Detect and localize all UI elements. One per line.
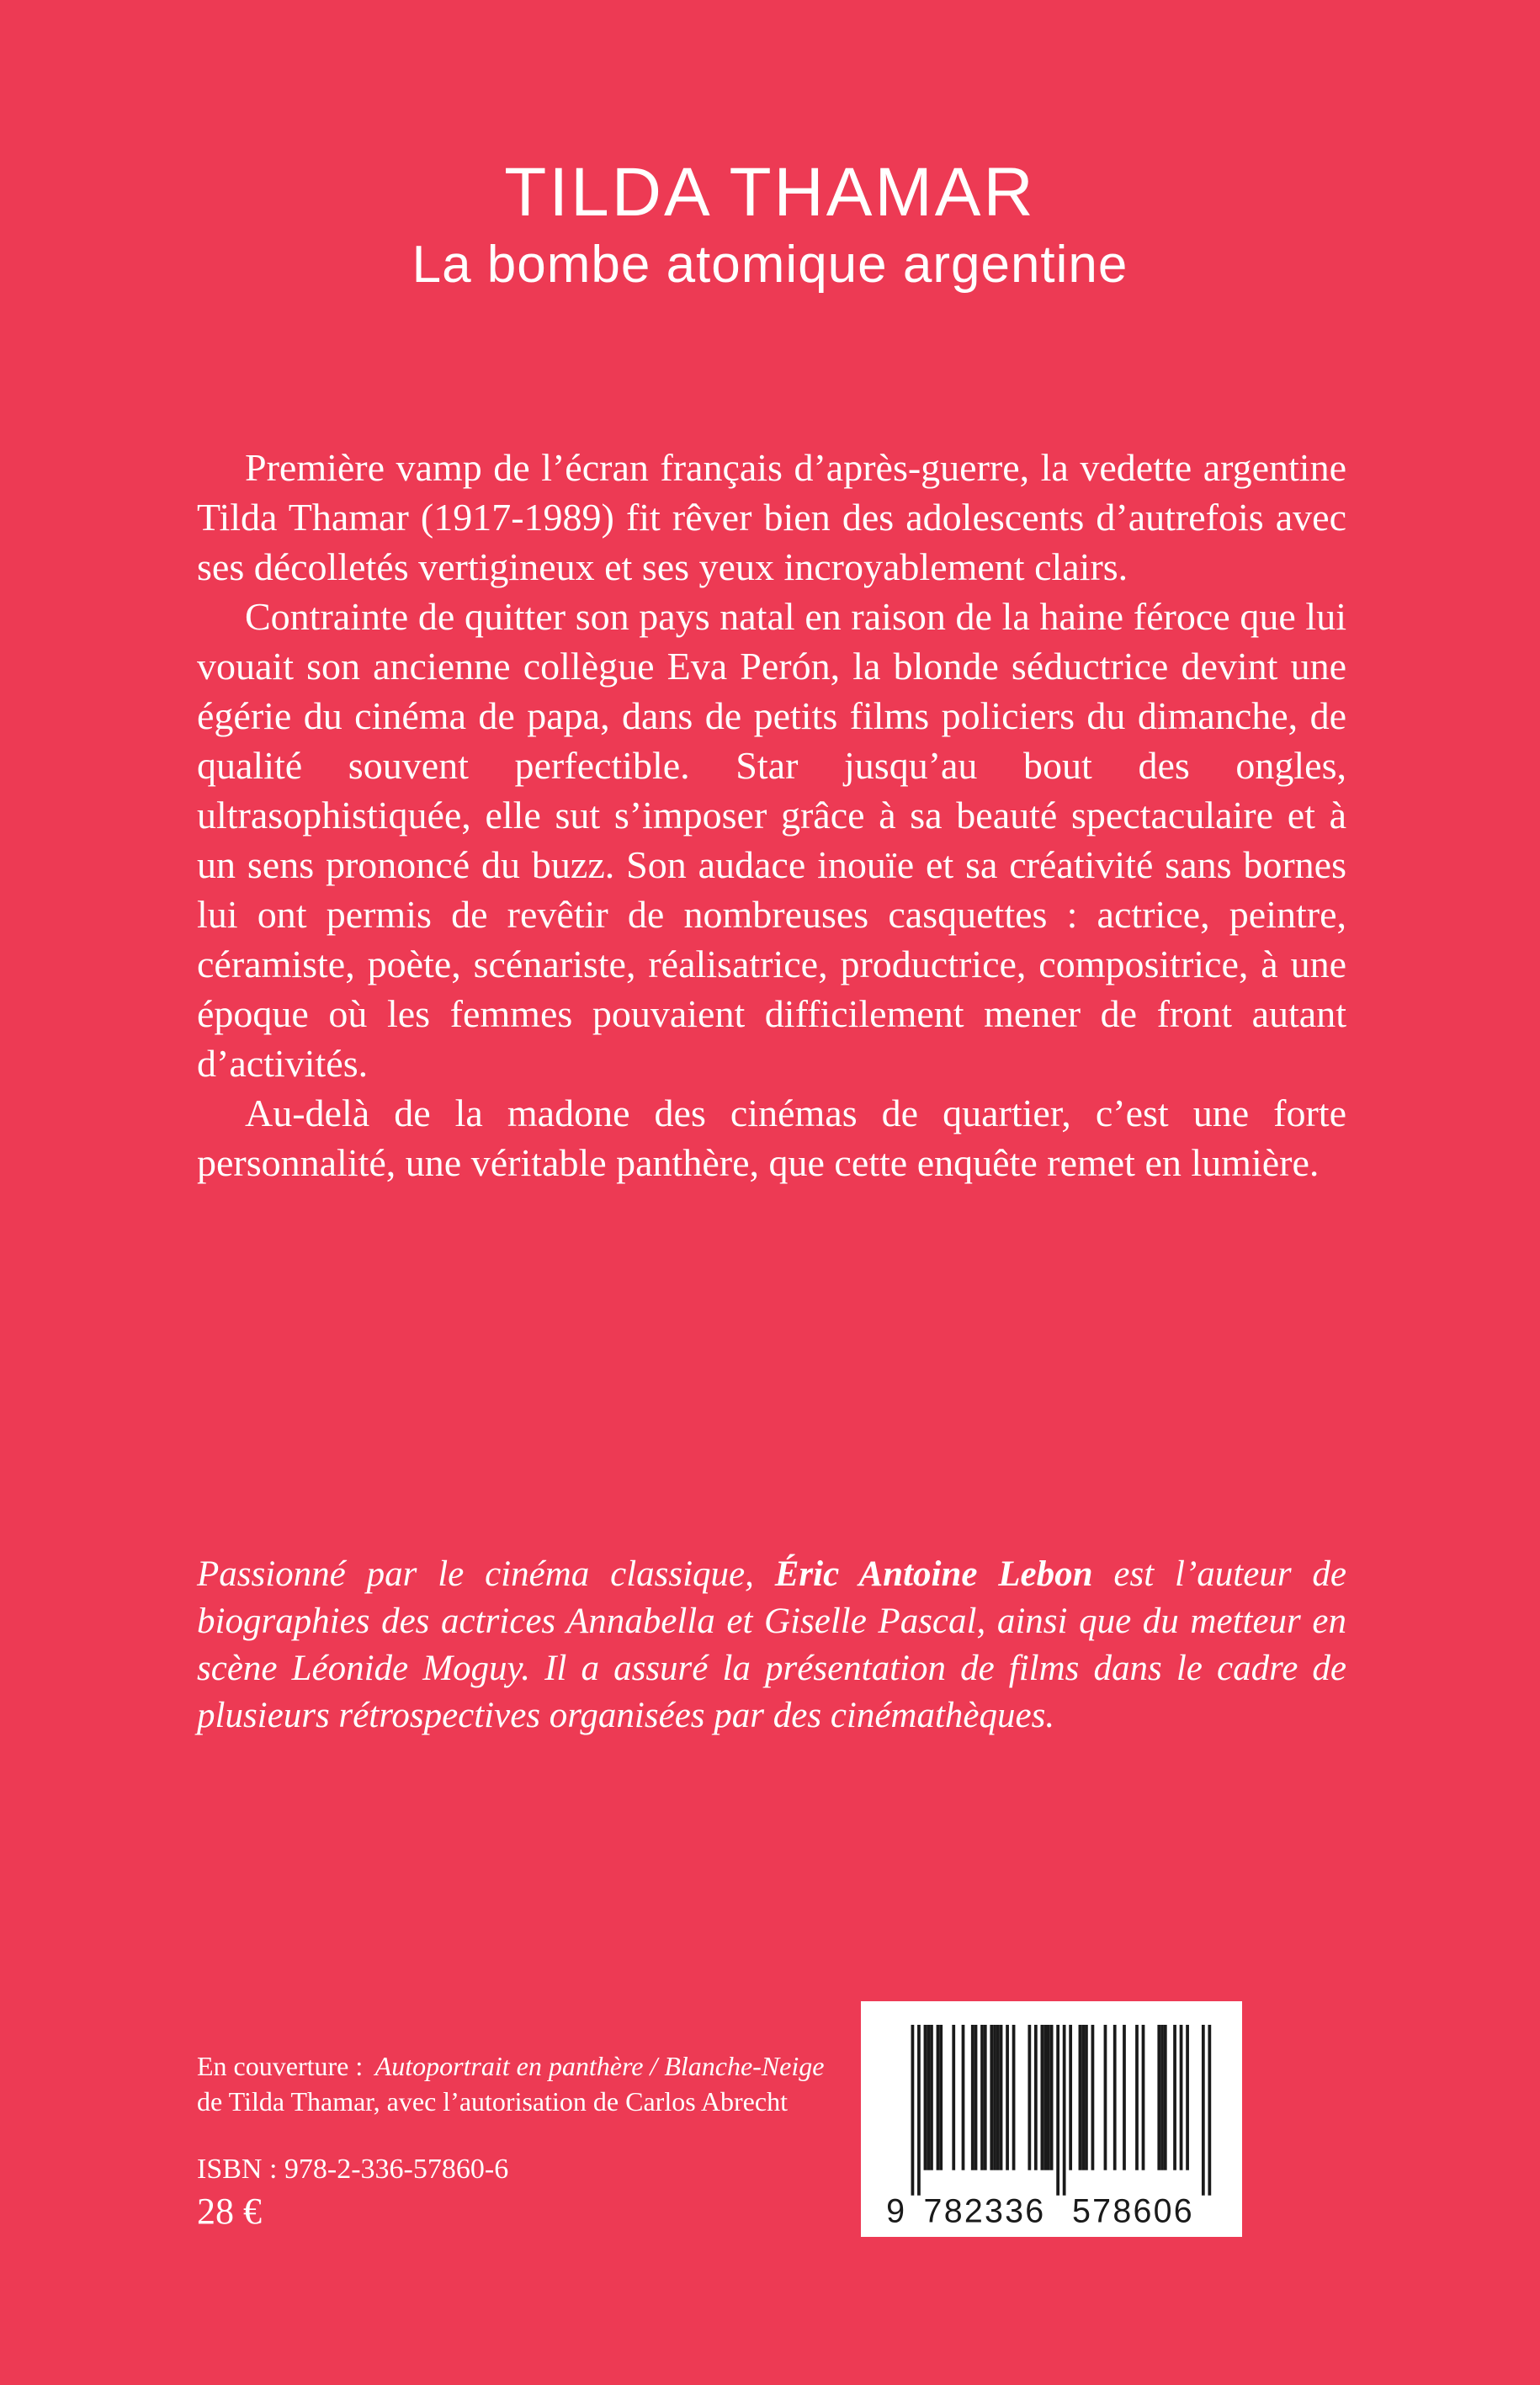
book-title: TILDA THAMAR — [504, 154, 1036, 231]
barcode — [879, 2025, 1227, 2227]
synopsis-paragraph-3: Au-delà de la madone des cinémas de quartier, c’est une forte personnalité, une véritable panthère, que cette enquête remet en lumière. — [197, 1092, 1346, 1184]
header — [0, 154, 1540, 294]
cover-credit-line-1 — [197, 2048, 870, 2084]
isbn: ISBN : 978-2-336-57860-6 — [197, 2154, 509, 2185]
author-bio — [197, 1551, 1346, 1740]
barcode-digits-right: 578606 — [1072, 2192, 1192, 2228]
price: 28 € — [197, 2191, 262, 2232]
barcode-digits-left: 782336 — [923, 2192, 1044, 2228]
cover-credit-label: En couverture : — [197, 2051, 364, 2081]
barcode-digit-first: 9 — [886, 2192, 905, 2228]
cover-artwork-title: Autoportrait en panthère / Blanche-Neige — [374, 2051, 825, 2081]
barcode-bars — [911, 2025, 1212, 2196]
barcode-panel — [861, 2001, 1242, 2237]
synopsis-paragraph-1: Première vamp de l’écran français d’après-guerre, la vedette argentine Tilda Thamar (1917-1989) fit rêver bien des adolescents d’autrefois avec ses décolletés vertigineux et ses yeux incroyablement clairs. — [197, 446, 1346, 588]
author-bio-lead: Passionné par le cinéma classique, — [197, 1554, 775, 1594]
synopsis — [197, 443, 1346, 1187]
synopsis-paragraph-2: Contrainte de quitter son pays natal en raison de la haine féroce que lui vouait son ancienne collègue Eva Perón, la blonde séductrice devint une égérie du cinéma de papa, dans de petits films policiers du dimanche, de qualité souvent perfectible. Star jusqu’au bout des ongles, ultrasophistiquée, elle sut s’imposer grâce à sa beauté spectaculaire et à un sens prononcé du buzz. Son audace inouïe et sa créativité sans bornes lui ont permis de revêtir de nombreuses casquettes : actrice, peintre, céramiste, poète, scénariste, réalisatrice, productrice, compositrice, à une époque où les femmes pouvaient difficilement mener de front autant d’activités. — [197, 595, 1346, 1085]
cover-credit — [197, 2048, 870, 2119]
author-bio-rest: est l’auteur de biographies des actrices Annabella et Giselle Pascal, ainsi que du metteur en scène Léonide Moguy. Il a assuré la présentation de films dans le cadre de plusieurs rétrospectives organisées par des cinémathèques. — [197, 1554, 1346, 1735]
cover-credit-line-2: de Tilda Thamar, avec l’autorisation de Carlos Abrecht — [197, 2086, 788, 2117]
author-name: Éric Antoine Lebon — [774, 1554, 1093, 1594]
book-subtitle: La bombe atomique argentine — [412, 236, 1128, 294]
